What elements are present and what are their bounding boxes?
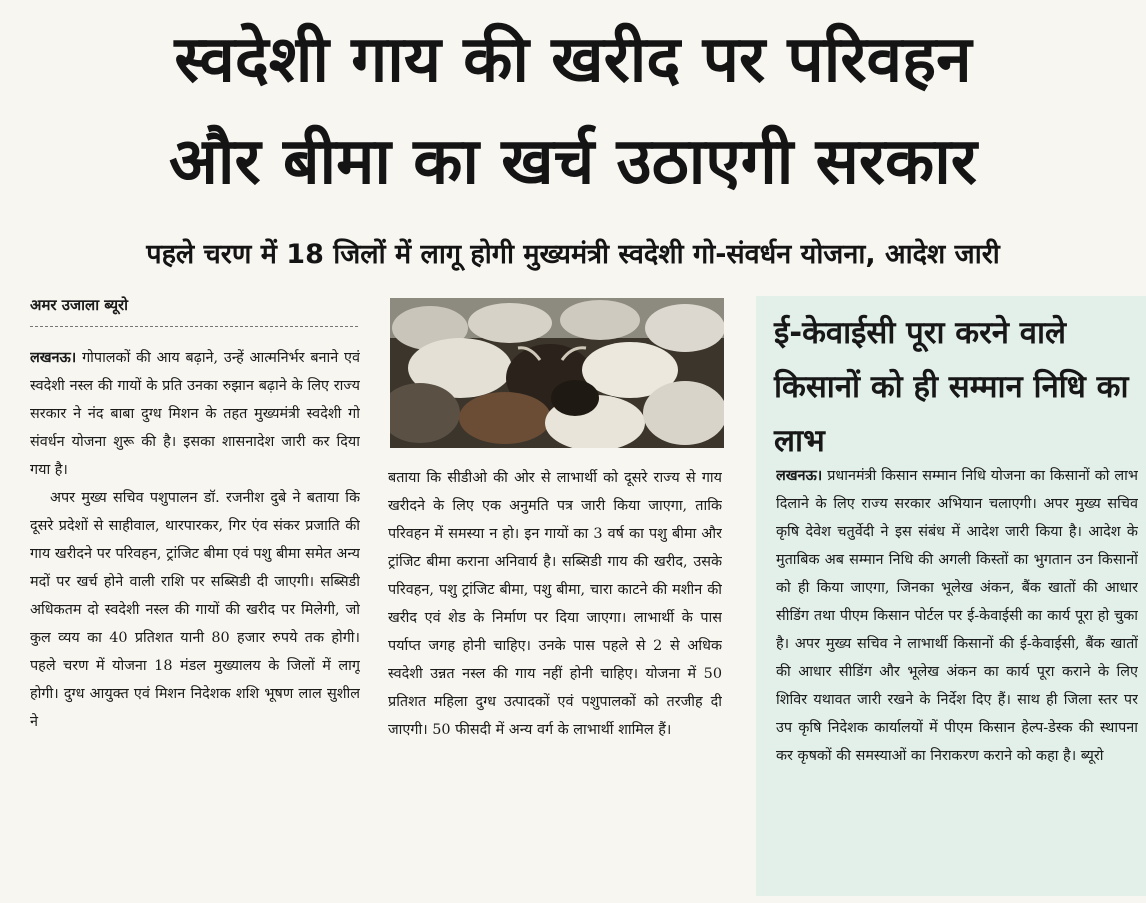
article-paragraph-2 <box>30 484 360 736</box>
article-column-2 <box>388 464 722 896</box>
paragraph-text: अपर मुख्य सचिव पशुपालन डॉ. रजनीश दुबे ने बताया कि दूसरे प्रदेशों से साहीवाल, थारपारकर, गिर एंव संकर प्रजाति की गाय खरीदने पर परिवहन, ट्रांजिट बीमा एवं पशु बीमा समेत अन्य मदों पर खर्च होने वाली राशि पर सब्सिडी दी जाएगी। सब्सिडी अधिकतम दो स्वदेशी नस्ल की गायों की खरीद पर मिलेगी, जो कुल व्यय का 40 प्रतिशत यानी 80 हजार रुपये तक होगी। पहले चरण में योजना 18 मंडल मुख्यालय के जिलों में लागू होगी। दुग्ध आयुक्त एवं मिशन निदेशक शशि भूषण लाल सुशील ने <box>30 490 360 730</box>
article-paragraph-1 <box>30 344 360 484</box>
headline-line-1: स्वदेशी गाय की खरीद पर परिवहन <box>174 23 972 97</box>
subheadline: पहले चरण में 18 जिलों में लागू होगी मुख्यमंत्री स्वदेशी गो-संवर्धन योजना, आदेश जारी <box>146 239 1000 270</box>
sidebar-title: ई-केवाईसी पूरा करने वाले किसानों को ही सम्मान निधि का लाभ <box>774 315 1129 459</box>
byline-divider <box>30 326 358 327</box>
article-paragraph-3 <box>388 464 722 744</box>
sidebar-article <box>776 462 1138 898</box>
cows-photo-icon <box>390 298 724 448</box>
cows-photo <box>390 298 724 448</box>
sidebar-paragraph <box>776 462 1138 770</box>
article-column-1 <box>30 344 360 899</box>
sidebar-text: प्रधानमंत्री किसान सम्मान निधि योजना का किसानों को लाभ दिलाने के लिए राज्य सरकार अभियान चलाएगी। अपर मुख्य सचिव कृषि देवेश चतुर्वेदी ने इस संबंध में आदेश जारी किया है। आदेश के मुताबिक अब सम्मान निधि की अगली किस्तों का भुगतान उन किसानों को ही किया जाएगा, जिनका भूलेख अंकन, बैंक खातों की आधार सीडिंग तथा पीएम किसान पोर्टल पर ई-केवाईसी का कार्य पूरा हो चुका है। अपर मुख्य सचिव ने लाभार्थी किसानों की ई-केवाईसी, बैंक खातों की आधार सीडिंग और भूलेख अंकन का कार्य पूरा कराने के लिए शिविर यथावत जारी रखने के निर्देश दिए हैं। साथ ही जिला स्तर पर उप कृषि निदेशक कार्यालयों में पीएम किसान हेल्प-डेस्क की स्थापना कर कृषकों की समस्याओं का निराकरण कराने को कहा है। ब्यूरो <box>776 468 1138 764</box>
paragraph-text: बताया कि सीडीओ की ओर से लाभार्थी को दूसरे राज्य से गाय खरीदने के लिए एक अनुमति पत्र जारी किया जाएगा, ताकि परिवहन में समस्या न हो। इन गायों का 3 वर्ष का पशु बीमा और ट्रांजिट बीमा कराना अनिवार्य है। सब्सिडी गाय की खरीद, उसके परिवहन, पशु ट्रांजिट बीमा, पशु बीमा, चारा काटने की मशीन की खरीद एवं शेड के निर्माण पर दिया जाएगा। लाभार्थी के पास पर्याप्त जगह होनी चाहिए। उनके पास पहले से 2 से अधिक स्वदेशी उन्नत नस्ल की गाय नहीं होनी चाहिए। योजना में 50 प्रतिशत महिला दुग्ध उत्पादकों एवं पशुपालकों को तरजीह दी जाएगी। 50 फीसदी में अन्य वर्ग के लाभार्थी शामिल हैं। <box>388 470 722 738</box>
dateline: लखनऊ। <box>30 350 77 366</box>
sidebar-dateline: लखनऊ। <box>776 468 823 484</box>
byline: अमर उजाला ब्यूरो <box>30 296 129 314</box>
headline-line-2: और बीमा का खर्च उठाएगी सरकार <box>169 125 977 199</box>
paragraph-text: गोपालकों की आय बढ़ाने, उन्हें आत्मनिर्भर बनाने एवं स्वदेशी नस्ल की गायों के प्रति उनका रुझान बढ़ाने के लिए राज्य सरकार ने नंद बाबा दुग्ध मिशन के तहत मुख्यमंत्री स्वदेशी गो संवर्धन योजना शुरू की है। इसका शासनादेश जारी कर दिया गया है। <box>30 350 360 478</box>
